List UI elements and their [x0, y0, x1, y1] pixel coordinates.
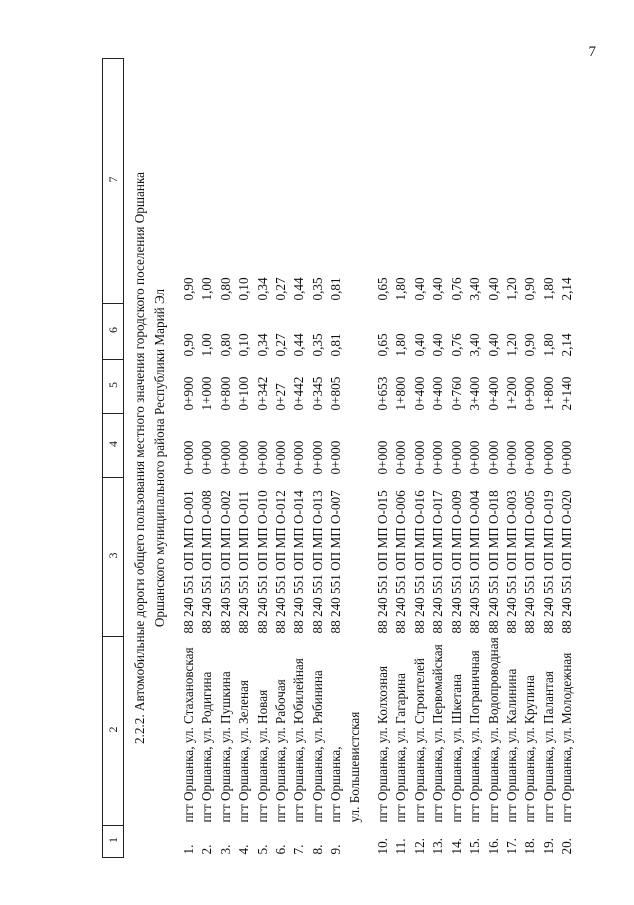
cell-len: 0,90 — [522, 333, 538, 357]
cell-n — [346, 826, 364, 858]
cell-id: 88 240 551 ОП МП О-005 — [522, 490, 538, 634]
cell-total: 0,40 — [411, 277, 427, 301]
cell-len: 1,20 — [503, 333, 519, 357]
cell-n: 11. — [393, 838, 409, 855]
cell-start: 0+000 — [375, 440, 391, 475]
cell-start: 0+000 — [448, 440, 464, 475]
cell-id: 88 240 551 ОП МП О-012 — [273, 490, 289, 634]
cell-n: 13. — [430, 838, 446, 855]
cell-name: пгт Оршанка, ул. Шкетана — [448, 674, 464, 823]
table-row — [558, 59, 576, 858]
cell-len: 0,27 — [273, 333, 289, 357]
roads-table — [102, 58, 577, 858]
cell-len: 0,90 — [181, 333, 196, 357]
cell-len: 0,34 — [254, 333, 270, 357]
caption-row — [124, 59, 181, 858]
table-row — [521, 59, 539, 858]
table-row — [374, 59, 392, 858]
cell-id: 88 240 551 ОП МП О-017 — [430, 490, 446, 634]
cell-len: 0,81 — [328, 333, 344, 357]
cell-start: 0+000 — [199, 440, 215, 475]
cell-end: 0+805 — [328, 376, 344, 411]
cell-start: 0+000 — [503, 440, 519, 475]
cell-start: 0+000 — [522, 440, 538, 475]
cell-n: 12. — [411, 838, 427, 855]
cell-total: 0,65 — [375, 277, 391, 301]
cell-end — [346, 360, 364, 414]
cell-start: 0+000 — [309, 440, 325, 475]
cell-name: пгт Оршанка, ул. Колхозная — [375, 665, 391, 823]
cell-id: 88 240 551 ОП МП О-007 — [328, 490, 344, 634]
cell-name: пгт Оршанка, ул. Юбилейная — [291, 658, 307, 823]
cell-start: 0+000 — [540, 440, 556, 475]
cell-total — [346, 59, 364, 304]
cell-name: пгт Оршанка, ул. Рабочая — [273, 679, 289, 823]
cell-name: пгт Оршанка, ул. Стахановская — [181, 647, 196, 823]
table-row — [235, 59, 253, 858]
col-header-7: 7 — [103, 59, 124, 304]
cell-n: 16. — [485, 838, 501, 855]
cell-n: 2. — [199, 844, 215, 855]
cell-len: 0,80 — [217, 333, 233, 357]
cell-total: 0,90 — [522, 277, 538, 301]
cell-total: 1,80 — [540, 277, 556, 301]
table-row — [272, 59, 290, 858]
cell-total: 2,14 — [559, 277, 575, 301]
cell-end: 0+100 — [236, 376, 252, 411]
page-number: 7 — [588, 44, 596, 60]
cell-id: 88 240 551 ОП МП О-002 — [217, 490, 233, 634]
table-row — [485, 59, 503, 858]
col-header-3: 3 — [103, 478, 124, 637]
cell-n: 10. — [375, 838, 391, 855]
cell-n: 18. — [522, 838, 538, 855]
cell-n: 3. — [217, 844, 233, 855]
table-row — [327, 59, 345, 858]
cell-id: 88 240 551 ОП МП О-019 — [540, 490, 556, 634]
table-row — [290, 59, 308, 858]
cell-len: 0,40 — [485, 333, 501, 357]
cell-id: 88 240 551 ОП МП О-006 — [393, 490, 409, 634]
cell-end: 1+000 — [199, 376, 215, 411]
cell-name: пгт Оршанка, ул. Молодежная — [559, 652, 575, 823]
cell-total: 1,80 — [393, 277, 409, 301]
cell-start: 0+000 — [217, 440, 233, 475]
cell-total: 1,20 — [503, 277, 519, 301]
cell-end: 0+342 — [254, 376, 270, 411]
cell-len: 1,80 — [393, 333, 409, 357]
cell-n: 20. — [559, 838, 575, 855]
cell-end: 0+400 — [430, 376, 446, 411]
cell-total: 0,80 — [217, 277, 233, 301]
cell-id: 88 240 551 ОП МП О-009 — [448, 490, 464, 634]
cell-len: 2,14 — [559, 333, 575, 357]
cell-start: 0+000 — [328, 440, 344, 475]
cell-total: 0,40 — [485, 277, 501, 301]
table-row — [180, 59, 198, 858]
cell-end: 0+900 — [522, 376, 538, 411]
table-row — [466, 59, 484, 858]
rotated-table-container — [102, 58, 602, 858]
table-row — [346, 59, 364, 858]
cell-total: 0,40 — [430, 277, 446, 301]
row-spacer — [364, 59, 374, 858]
cell-id: 88 240 551 ОП МП О-020 — [559, 490, 575, 634]
table-caption-line-1: 2.2.2. Автомобильные дороги общего пользования местного значения городского поселения Оршанка — [132, 171, 147, 745]
cell-n: 7. — [291, 844, 307, 855]
cell-len: 0,44 — [291, 333, 307, 357]
cell-name: пгт Оршанка, ул. Родигина — [199, 671, 215, 823]
cell-len: 0,40 — [411, 333, 427, 357]
cell-start: 0+000 — [291, 440, 307, 475]
cell-id: 88 240 551 ОП МП О-016 — [411, 490, 427, 634]
cell-id: 88 240 551 ОП МП О-015 — [375, 490, 391, 634]
cell-end: 0+800 — [217, 376, 233, 411]
cell-name: ул. Большевистская — [346, 711, 362, 823]
cell-end: 0+760 — [448, 376, 464, 411]
cell-name: пгт Оршанка, ул. Водопроводная — [485, 637, 501, 823]
cell-start: 0+000 — [254, 440, 270, 475]
col-header-4: 4 — [103, 414, 124, 478]
cell-n: 17. — [503, 838, 519, 855]
cell-total: 1,00 — [199, 277, 215, 301]
table-row — [448, 59, 466, 858]
cell-start: 0+000 — [273, 440, 289, 475]
cell-name: пгт Оршанка, ул. Пограничная — [467, 650, 483, 823]
cell-start: 0+000 — [236, 440, 252, 475]
cell-id: 88 240 551 ОП МП О-004 — [467, 490, 483, 634]
table-row — [429, 59, 447, 858]
cell-n: 5. — [254, 844, 270, 855]
col-header-1: 1 — [103, 826, 124, 858]
cell-id: 88 240 551 ОП МП О-011 — [236, 490, 252, 634]
cell-total: 0,10 — [236, 277, 252, 301]
table-row — [254, 59, 272, 858]
cell-name: пгт Оршанка, ул. Пушкина — [217, 671, 233, 823]
cell-start: 0+000 — [430, 440, 446, 475]
cell-end: 1+800 — [540, 376, 556, 411]
cell-end: 0+400 — [485, 376, 501, 411]
cell-id: 88 240 551 ОП МП О-010 — [254, 490, 270, 634]
cell-id — [346, 478, 364, 637]
cell-id: 88 240 551 ОП МП О-014 — [291, 490, 307, 634]
cell-start: 0+000 — [181, 440, 196, 475]
cell-total: 3,40 — [467, 277, 483, 301]
cell-end: 2+140 — [559, 376, 575, 411]
cell-total: 0,81 — [328, 277, 344, 301]
cell-total: 0,44 — [291, 277, 307, 301]
cell-start: 0+000 — [559, 440, 575, 475]
cell-len: 1,00 — [199, 333, 215, 357]
cell-name: пгт Оршанка, — [328, 746, 344, 823]
cell-name: пгт Оршанка, ул. Новая — [254, 689, 270, 823]
table-caption-line-2: Оршанского муниципального района Республики Марий Эл — [152, 288, 167, 628]
cell-start: 0+000 — [411, 440, 427, 475]
cell-start: 0+000 — [485, 440, 501, 475]
cell-name: пгт Оршанка, ул. Зеленая — [236, 680, 252, 823]
cell-n: 15. — [467, 838, 483, 855]
cell-n: 14. — [448, 838, 464, 855]
cell-len: 0,35 — [309, 333, 325, 357]
cell-name: пгт Оршанка, ул. Крупина — [522, 675, 538, 823]
cell-end: 3+400 — [467, 376, 483, 411]
cell-id: 88 240 551 ОП МП О-013 — [309, 490, 325, 634]
cell-end: 0+27 — [273, 383, 289, 411]
cell-id: 88 240 551 ОП МП О-003 — [503, 490, 519, 634]
cell-len: 1,80 — [540, 333, 556, 357]
cell-n: 19. — [540, 838, 556, 855]
cell-len: 0,10 — [236, 333, 252, 357]
cell-name: пгт Оршанка, ул. Гагарина — [393, 672, 409, 823]
cell-end: 1+800 — [393, 376, 409, 411]
col-header-2: 2 — [103, 637, 124, 826]
cell-len: 3,40 — [467, 333, 483, 357]
cell-len: 0,40 — [430, 333, 446, 357]
cell-total: 0,90 — [181, 277, 196, 301]
cell-end: 0+653 — [375, 376, 391, 411]
header-row — [103, 59, 124, 858]
cell-end: 0+345 — [309, 376, 325, 411]
table-row — [540, 59, 558, 858]
cell-end: 0+900 — [181, 376, 196, 411]
cell-total: 0,35 — [309, 277, 325, 301]
cell-name: пгт Оршанка, ул. Рябинина — [309, 670, 325, 823]
cell-id: 88 240 551 ОП МП О-001 — [181, 490, 196, 634]
cell-name: пгт Оршанка, ул. Первомайская — [430, 644, 446, 823]
cell-n: 8. — [309, 844, 325, 855]
table-row — [503, 59, 521, 858]
col-header-5: 5 — [103, 360, 124, 414]
cell-name: пгт Оршанка, ул. Строителей — [411, 658, 427, 823]
cell-id: 88 240 551 ОП МП О-018 — [485, 490, 501, 634]
cell-end: 1+200 — [503, 376, 519, 411]
cell-len: 0,76 — [448, 333, 464, 357]
cell-start: 0+000 — [393, 440, 409, 475]
cell-n: 4. — [236, 844, 252, 855]
cell-len — [346, 304, 364, 360]
col-header-6: 6 — [103, 304, 124, 360]
cell-end: 0+400 — [411, 376, 427, 411]
cell-id: 88 240 551 ОП МП О-008 — [199, 490, 215, 634]
cell-len: 0,65 — [375, 333, 391, 357]
cell-total: 0,76 — [448, 277, 464, 301]
cell-n: 1. — [181, 844, 196, 855]
cell-n: 6. — [273, 844, 289, 855]
cell-end: 0+442 — [291, 376, 307, 411]
cell-total: 0,34 — [254, 277, 270, 301]
table-row — [392, 59, 410, 858]
cell-start: 0+000 — [467, 440, 483, 475]
cell-start — [346, 414, 364, 478]
table-row — [217, 59, 235, 858]
table-row — [309, 59, 327, 858]
table-row — [411, 59, 429, 858]
cell-n: 9. — [328, 844, 344, 855]
cell-name: пгт Оршанка, ул. Палантая — [540, 671, 556, 823]
cell-name: пгт Оршанка, ул. Калинина — [503, 668, 519, 823]
table-row — [198, 59, 216, 858]
cell-total: 0,27 — [273, 277, 289, 301]
